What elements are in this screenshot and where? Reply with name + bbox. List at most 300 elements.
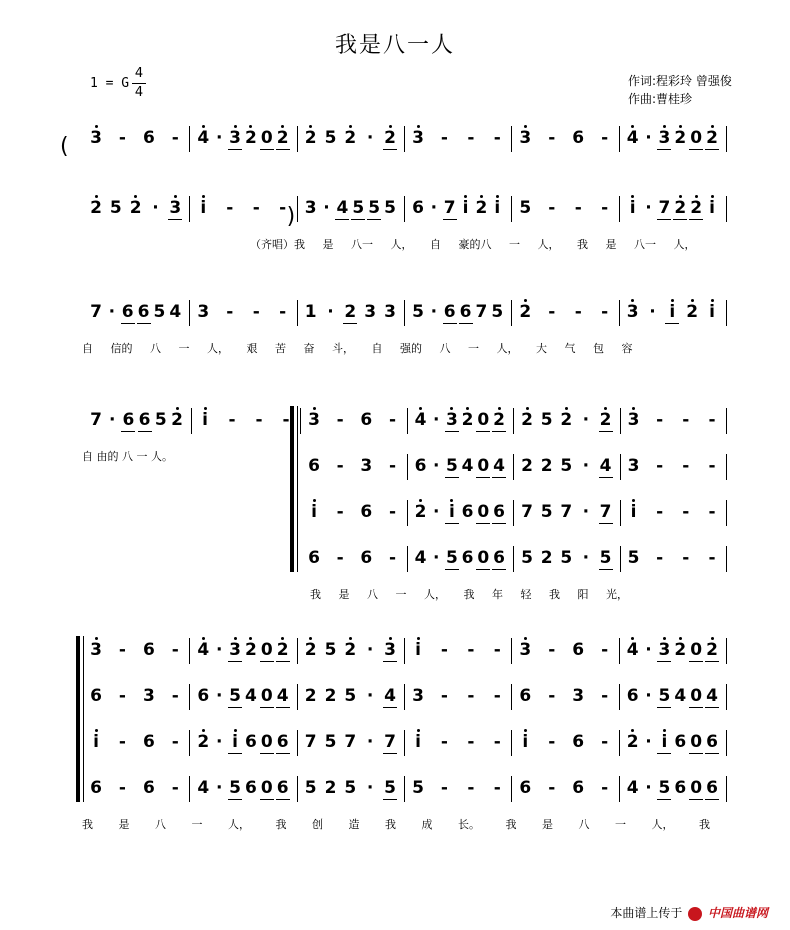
note--: - bbox=[388, 456, 397, 476]
note-6: 6 bbox=[138, 410, 151, 430]
note-5: 5 bbox=[154, 410, 167, 430]
beam-underline bbox=[459, 323, 473, 324]
augmentation-dot: · bbox=[645, 732, 652, 752]
note-3: 3 bbox=[229, 128, 241, 148]
beam-underline bbox=[705, 661, 719, 662]
beam-underline bbox=[351, 219, 365, 220]
beam-underline bbox=[445, 477, 459, 478]
beam-underline bbox=[228, 753, 242, 754]
bar-line bbox=[189, 638, 190, 664]
bar-line bbox=[726, 126, 727, 152]
beam-underline bbox=[689, 661, 703, 662]
augmentation-dot: · bbox=[645, 128, 652, 148]
octave-dot-high bbox=[711, 299, 714, 302]
octave-dot-high bbox=[389, 125, 392, 128]
note--: - bbox=[656, 502, 664, 522]
time-top: 4 bbox=[134, 66, 144, 81]
note-i: i bbox=[661, 732, 668, 752]
note-i: i bbox=[462, 198, 469, 218]
note-2: 2 bbox=[324, 778, 337, 798]
beam-underline bbox=[276, 707, 290, 708]
note-5: 5 bbox=[229, 778, 241, 798]
bar-line bbox=[513, 408, 514, 434]
note--: - bbox=[440, 128, 448, 148]
note-3: 3 bbox=[572, 686, 585, 706]
octave-dot-high bbox=[498, 407, 501, 410]
augmentation-dot: · bbox=[645, 198, 652, 218]
bar-line bbox=[407, 408, 408, 434]
note--: - bbox=[440, 778, 448, 798]
beam-underline bbox=[383, 149, 397, 150]
note--: - bbox=[548, 686, 556, 706]
bar-line bbox=[726, 408, 727, 434]
note-2: 2 bbox=[276, 640, 289, 660]
augmentation-dot: · bbox=[649, 302, 656, 322]
beam-underline bbox=[343, 323, 357, 324]
beam-underline bbox=[599, 523, 613, 524]
note-2: 2 bbox=[344, 128, 357, 148]
note--: - bbox=[601, 732, 609, 752]
beam-underline bbox=[492, 569, 506, 570]
beam-underline bbox=[445, 569, 459, 570]
note-6: 6 bbox=[414, 456, 427, 476]
note-5: 5 bbox=[521, 548, 533, 568]
note-i: i bbox=[93, 732, 99, 752]
octave-dot-high bbox=[604, 407, 607, 410]
note-2: 2 bbox=[344, 302, 357, 322]
note-2: 2 bbox=[304, 640, 317, 660]
note-6: 6 bbox=[519, 686, 532, 706]
note--: - bbox=[548, 732, 556, 752]
octave-dot-high bbox=[95, 637, 98, 640]
octave-dot-high bbox=[419, 407, 422, 410]
beam-underline bbox=[689, 707, 703, 708]
beam-underline bbox=[657, 799, 671, 800]
beam-underline bbox=[689, 149, 703, 150]
bar-line bbox=[726, 684, 727, 710]
bar-line bbox=[620, 454, 621, 480]
note--: - bbox=[682, 456, 690, 476]
note-3: 3 bbox=[360, 456, 373, 476]
octave-dot-high bbox=[496, 195, 499, 198]
note--: - bbox=[336, 456, 344, 476]
lyrics-line: 我 是 八 一 人， 我 创 造 我 成 长。 我 是 八 一 人， 我 bbox=[82, 818, 710, 831]
note-5: 5 bbox=[153, 302, 166, 322]
octave-dot-high bbox=[632, 499, 635, 502]
note--: - bbox=[548, 302, 556, 322]
octave-dot-high bbox=[417, 125, 420, 128]
beam-underline bbox=[599, 569, 613, 570]
note-6: 6 bbox=[308, 456, 320, 476]
note-3: 3 bbox=[142, 686, 155, 706]
bar-line bbox=[726, 546, 727, 572]
note-0: 0 bbox=[260, 778, 273, 798]
note-5: 5 bbox=[324, 640, 337, 660]
octave-dot-high bbox=[524, 729, 527, 732]
augmentation-dot: · bbox=[645, 640, 652, 660]
note-5: 5 bbox=[324, 732, 337, 752]
lyrics-line: 我 是 八 一 人， 我 年 轻 我 阳 光， bbox=[310, 588, 628, 601]
augmentation-dot: · bbox=[432, 548, 440, 568]
note-2: 2 bbox=[324, 686, 337, 706]
note--: - bbox=[493, 732, 501, 752]
note--: - bbox=[226, 198, 234, 218]
bar-line bbox=[189, 730, 190, 756]
note-0: 0 bbox=[690, 128, 703, 148]
note-6: 6 bbox=[493, 502, 505, 522]
octave-dot-high bbox=[349, 125, 352, 128]
footer bbox=[610, 904, 768, 921]
bar-line bbox=[189, 684, 190, 710]
bar-line bbox=[726, 300, 727, 326]
note-6: 6 bbox=[121, 302, 134, 322]
note--: - bbox=[118, 686, 126, 706]
note-3: 3 bbox=[445, 410, 458, 430]
octave-dot-high bbox=[711, 195, 714, 198]
octave-dot-high bbox=[389, 637, 392, 640]
octave-dot-high bbox=[691, 299, 694, 302]
augmentation-dot: · bbox=[582, 410, 590, 430]
note-3: 3 bbox=[90, 128, 102, 148]
lyrics-line: 自 信的 八 一 人， 艰 苦 奋 斗， 自 强的 八 一 人， 大 气 包 容 bbox=[82, 342, 633, 355]
bar-line bbox=[407, 454, 408, 480]
note-2: 2 bbox=[414, 502, 427, 522]
note-4: 4 bbox=[245, 686, 257, 706]
note-2: 2 bbox=[521, 456, 533, 476]
note--: - bbox=[548, 640, 556, 660]
beam-underline bbox=[599, 477, 613, 478]
note--: - bbox=[467, 686, 475, 706]
beam-underline bbox=[228, 661, 242, 662]
note--: - bbox=[388, 502, 397, 522]
note-7: 7 bbox=[658, 198, 671, 218]
octave-dot-high bbox=[417, 637, 420, 640]
note-6: 6 bbox=[137, 302, 150, 322]
augmentation-dot: · bbox=[432, 502, 440, 522]
augmentation-dot: · bbox=[430, 198, 438, 218]
note-6: 6 bbox=[572, 128, 585, 148]
augmentation-dot: · bbox=[215, 732, 223, 752]
bar-line bbox=[726, 196, 727, 222]
augmentation-dot: · bbox=[582, 502, 590, 522]
octave-dot-high bbox=[234, 729, 237, 732]
note--: - bbox=[708, 456, 716, 476]
beam-underline bbox=[657, 149, 671, 150]
note-i: i bbox=[200, 198, 207, 218]
note-6: 6 bbox=[519, 778, 532, 798]
note-3: 3 bbox=[627, 456, 640, 476]
bar-line bbox=[189, 126, 190, 152]
note-0: 0 bbox=[690, 686, 703, 706]
note-3: 3 bbox=[304, 198, 317, 218]
beam-underline bbox=[705, 707, 719, 708]
note-6: 6 bbox=[142, 778, 155, 798]
note-6: 6 bbox=[443, 302, 456, 322]
note-2: 2 bbox=[599, 410, 612, 430]
note--: - bbox=[574, 302, 582, 322]
beam-underline bbox=[673, 219, 687, 220]
augmentation-dot: · bbox=[432, 456, 440, 476]
bar-line bbox=[619, 730, 620, 756]
note-6: 6 bbox=[706, 778, 718, 798]
note-6: 6 bbox=[142, 640, 155, 660]
beam-underline bbox=[657, 219, 671, 220]
note-7: 7 bbox=[521, 502, 533, 522]
octave-dot-high bbox=[174, 195, 177, 198]
note-2: 2 bbox=[521, 410, 533, 430]
augmentation-dot: · bbox=[582, 456, 590, 476]
note-5: 5 bbox=[540, 410, 553, 430]
bar-line bbox=[404, 638, 405, 664]
beam-underline bbox=[705, 799, 719, 800]
note-5: 5 bbox=[519, 198, 532, 218]
note-6: 6 bbox=[360, 502, 373, 522]
note-4: 4 bbox=[461, 456, 474, 476]
beam-underline bbox=[121, 431, 135, 432]
note-i: i bbox=[669, 302, 676, 322]
octave-dot-high bbox=[711, 637, 714, 640]
note--: - bbox=[493, 640, 501, 660]
note--: - bbox=[682, 548, 690, 568]
note-0: 0 bbox=[260, 128, 273, 148]
note--: - bbox=[279, 302, 287, 322]
note--: - bbox=[601, 778, 609, 798]
note-0: 0 bbox=[477, 410, 490, 430]
beam-underline bbox=[705, 753, 719, 754]
octave-dot-high bbox=[202, 125, 205, 128]
augmentation-dot: · bbox=[366, 686, 374, 706]
bar-line bbox=[297, 730, 298, 756]
note-3: 3 bbox=[90, 640, 102, 660]
octave-dot-high bbox=[417, 729, 420, 732]
note--: - bbox=[656, 548, 664, 568]
note-2: 2 bbox=[475, 198, 488, 218]
note--: - bbox=[228, 410, 236, 430]
note-6: 6 bbox=[459, 302, 472, 322]
note-4: 4 bbox=[674, 686, 687, 706]
bar-line bbox=[407, 500, 408, 526]
octave-dot-high bbox=[663, 729, 666, 732]
octave-dot-high bbox=[234, 125, 237, 128]
note-3: 3 bbox=[519, 640, 532, 660]
augmentation-dot: · bbox=[366, 128, 374, 148]
note-0: 0 bbox=[690, 732, 703, 752]
note--: - bbox=[171, 778, 179, 798]
note-6: 6 bbox=[142, 732, 155, 752]
note-0: 0 bbox=[260, 640, 273, 660]
note--: - bbox=[682, 410, 690, 430]
note-6: 6 bbox=[90, 778, 102, 798]
bar-line bbox=[297, 300, 298, 326]
note-i: i bbox=[415, 732, 421, 752]
beam-underline bbox=[657, 707, 671, 708]
composer-credit: 作曲:曹桂珍 bbox=[628, 92, 693, 106]
note-5: 5 bbox=[324, 128, 337, 148]
system-bracket bbox=[76, 636, 80, 802]
note-5: 5 bbox=[627, 548, 640, 568]
bar-line bbox=[404, 730, 405, 756]
beam-underline bbox=[476, 569, 490, 570]
octave-dot-high bbox=[663, 125, 666, 128]
note-5: 5 bbox=[560, 456, 573, 476]
augmentation-dot: · bbox=[645, 686, 652, 706]
note--: - bbox=[171, 732, 179, 752]
note--: - bbox=[467, 640, 475, 660]
note-2: 2 bbox=[344, 640, 357, 660]
octave-dot-high bbox=[313, 407, 316, 410]
note-7: 7 bbox=[90, 302, 102, 322]
note-6: 6 bbox=[572, 732, 585, 752]
note-3: 3 bbox=[169, 198, 182, 218]
octave-dot-high bbox=[419, 499, 422, 502]
note-i: i bbox=[709, 198, 715, 218]
beam-underline bbox=[276, 799, 290, 800]
note-2: 2 bbox=[493, 410, 505, 430]
octave-dot-high bbox=[202, 195, 205, 198]
beam-underline bbox=[492, 431, 506, 432]
note-4: 4 bbox=[599, 456, 612, 476]
page-title: 我是八一人 bbox=[334, 33, 455, 58]
octave-dot-high bbox=[524, 299, 527, 302]
octave-dot-high bbox=[95, 125, 98, 128]
bar-line bbox=[511, 196, 512, 222]
note--: - bbox=[708, 410, 716, 430]
augmentation-dot: · bbox=[323, 198, 330, 218]
beam-underline bbox=[228, 707, 242, 708]
note-7: 7 bbox=[475, 302, 488, 322]
note-i: i bbox=[448, 502, 455, 522]
note--: - bbox=[708, 548, 716, 568]
note--: - bbox=[336, 502, 344, 522]
note-5: 5 bbox=[344, 686, 357, 706]
beam-underline bbox=[383, 799, 397, 800]
note-5: 5 bbox=[109, 198, 122, 218]
augmentation-dot: · bbox=[366, 778, 374, 798]
note-2: 2 bbox=[461, 410, 474, 430]
octave-dot-high bbox=[679, 637, 682, 640]
note-i: i bbox=[232, 732, 238, 752]
note-6: 6 bbox=[572, 640, 585, 660]
beam-underline bbox=[260, 661, 274, 662]
note-3: 3 bbox=[384, 302, 396, 322]
note--: - bbox=[255, 410, 263, 430]
note-3: 3 bbox=[626, 302, 639, 322]
note-6: 6 bbox=[122, 410, 135, 430]
octave-dot-high bbox=[202, 729, 205, 732]
note-3: 3 bbox=[519, 128, 532, 148]
beam-underline bbox=[657, 661, 671, 662]
note-2: 2 bbox=[674, 640, 687, 660]
note--: - bbox=[493, 686, 501, 706]
note-5: 5 bbox=[560, 548, 573, 568]
note-2: 2 bbox=[171, 410, 183, 430]
octave-dot-high bbox=[95, 195, 98, 198]
note--: - bbox=[601, 128, 609, 148]
augmentation-dot: · bbox=[430, 302, 438, 322]
beam-underline bbox=[443, 323, 457, 324]
note--: - bbox=[548, 128, 556, 148]
note--: - bbox=[601, 198, 609, 218]
bar-line bbox=[620, 500, 621, 526]
note-i: i bbox=[630, 502, 637, 522]
bar-line bbox=[620, 546, 621, 572]
augmentation-dot: · bbox=[152, 198, 159, 218]
time-signature bbox=[132, 66, 146, 101]
note-5: 5 bbox=[384, 198, 396, 218]
bar-line bbox=[404, 196, 405, 222]
beam-underline bbox=[276, 661, 290, 662]
bar-line bbox=[297, 638, 298, 664]
note-i: i bbox=[522, 732, 529, 752]
bar-line bbox=[726, 730, 727, 756]
note-6: 6 bbox=[308, 548, 320, 568]
note--: - bbox=[118, 732, 126, 752]
note-1: 1 bbox=[304, 302, 317, 322]
note-5: 5 bbox=[344, 778, 357, 798]
note--: - bbox=[708, 502, 716, 522]
note--: - bbox=[656, 410, 664, 430]
augmentation-dot: · bbox=[215, 128, 223, 148]
note-5: 5 bbox=[384, 778, 396, 798]
beam-underline bbox=[445, 431, 459, 432]
beam-underline bbox=[367, 219, 381, 220]
octave-dot-high bbox=[711, 125, 714, 128]
system-bracket-thin bbox=[297, 406, 298, 572]
note-4: 4 bbox=[706, 686, 718, 706]
bar-line bbox=[300, 408, 301, 434]
note-4: 4 bbox=[197, 778, 210, 798]
key-signature: 1 = G bbox=[90, 76, 130, 91]
bar-line bbox=[511, 638, 512, 664]
note-6: 6 bbox=[197, 686, 210, 706]
beam-underline bbox=[383, 753, 397, 754]
note-6: 6 bbox=[90, 686, 102, 706]
octave-dot-high bbox=[524, 637, 527, 640]
octave-dot-high bbox=[202, 637, 205, 640]
note-5: 5 bbox=[658, 778, 671, 798]
note--: - bbox=[279, 198, 287, 218]
note-2: 2 bbox=[560, 410, 573, 430]
augmentation-dot: · bbox=[432, 410, 440, 430]
beam-underline bbox=[689, 753, 703, 754]
octave-dot-high bbox=[526, 407, 529, 410]
note-7: 7 bbox=[304, 732, 317, 752]
note--: - bbox=[336, 410, 344, 430]
note-3: 3 bbox=[658, 640, 671, 660]
note-2: 2 bbox=[304, 128, 317, 148]
note-i: i bbox=[629, 198, 636, 218]
note-3: 3 bbox=[658, 128, 671, 148]
octave-dot-high bbox=[204, 407, 207, 410]
beam-underline bbox=[443, 219, 457, 220]
note-3: 3 bbox=[412, 128, 424, 148]
bar-line bbox=[619, 684, 620, 710]
bar-line bbox=[620, 408, 621, 434]
beam-underline bbox=[260, 707, 274, 708]
note-5: 5 bbox=[229, 686, 241, 706]
beam-underline bbox=[260, 149, 274, 150]
augmentation-dot: · bbox=[108, 302, 116, 322]
beam-underline bbox=[492, 523, 506, 524]
note-4: 4 bbox=[169, 302, 182, 322]
note-7: 7 bbox=[344, 732, 357, 752]
note-2: 2 bbox=[706, 128, 718, 148]
note--: - bbox=[467, 778, 475, 798]
site-logo-icon bbox=[688, 907, 702, 921]
note--: - bbox=[118, 640, 126, 660]
note--: - bbox=[682, 502, 690, 522]
bar-line bbox=[189, 776, 190, 802]
